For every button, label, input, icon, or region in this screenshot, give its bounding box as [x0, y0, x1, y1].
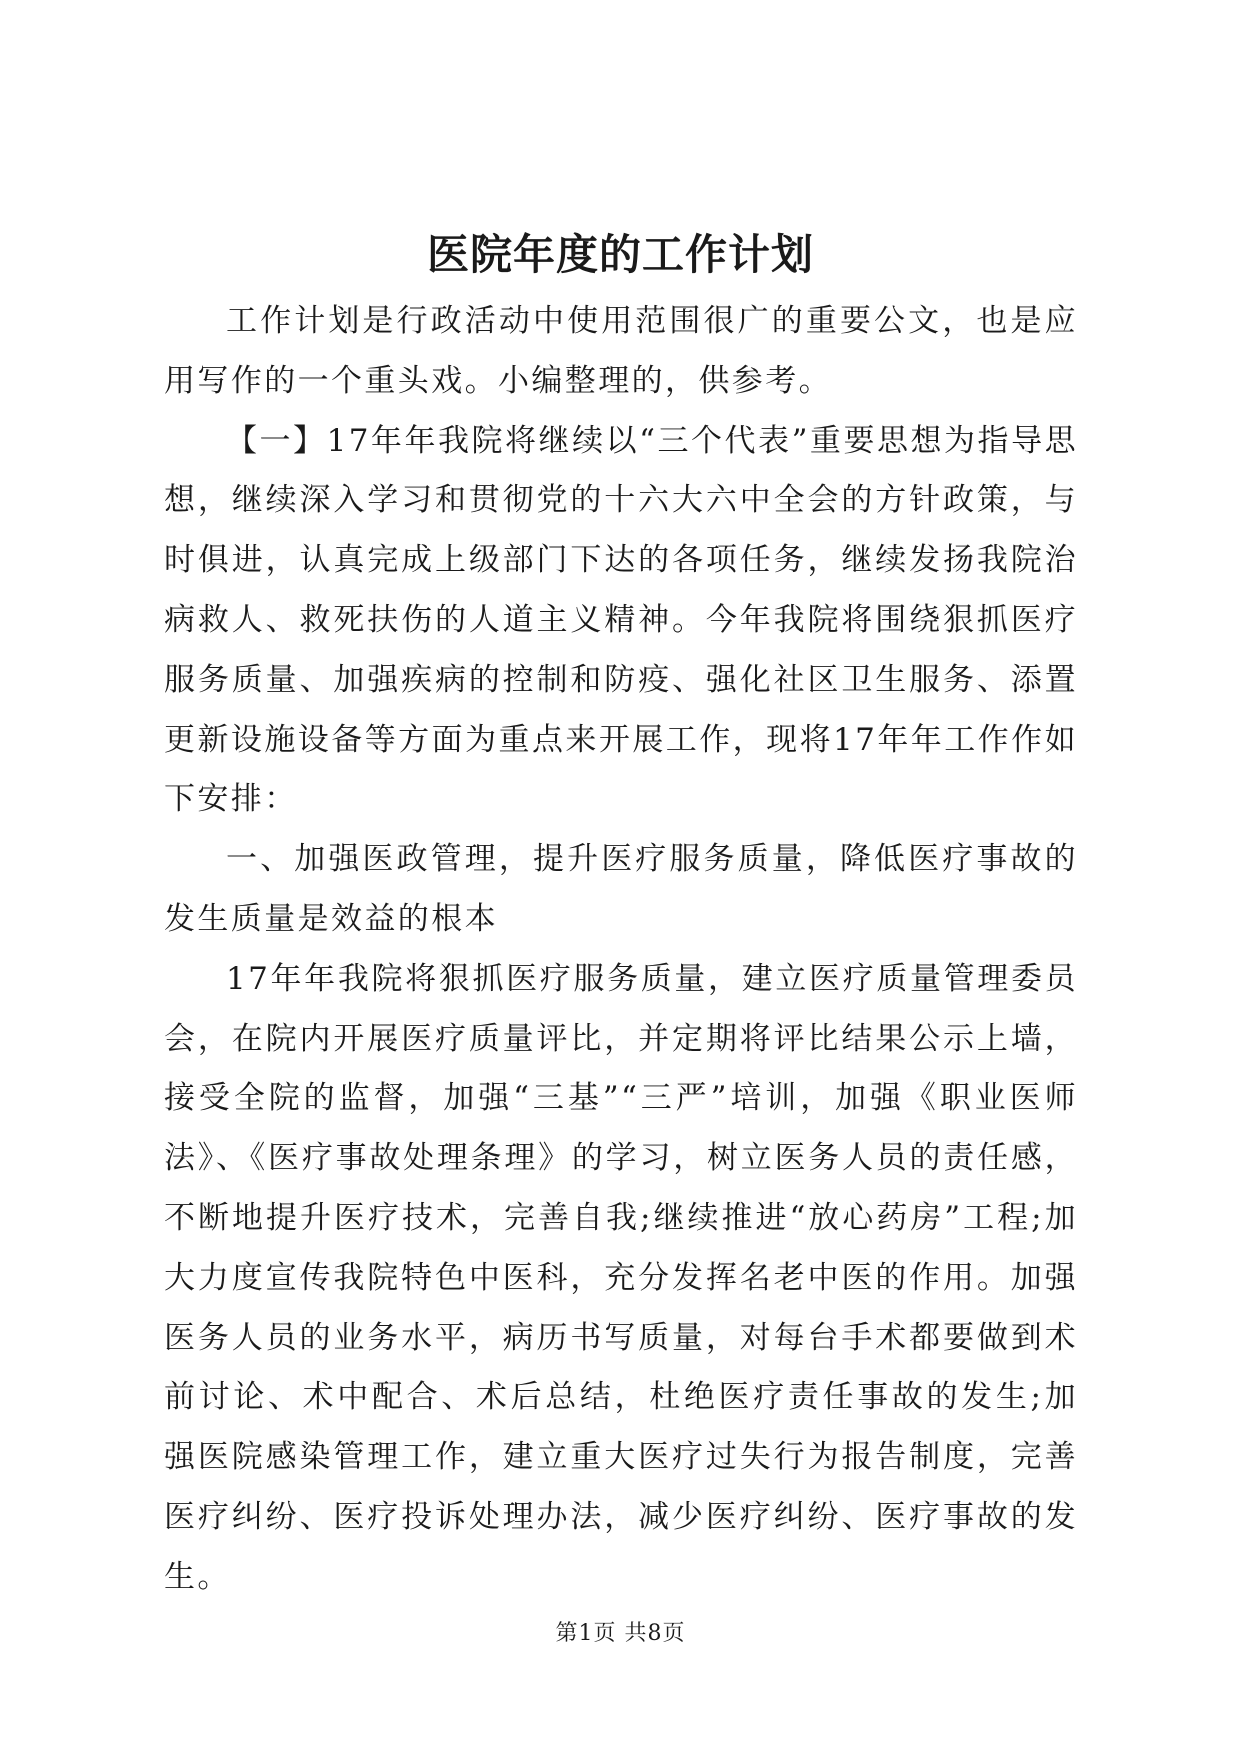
- document-title: 医院年度的工作计划: [426, 230, 814, 279]
- page-indicator: 第1页 共8页: [555, 1621, 686, 1646]
- paragraph-intro: 工作计划是行政活动中使用范围很广的重要公文，也是应用写作的一个重头戏。小编整理的，供参考。: [164, 303, 1078, 399]
- paragraph-heading-medical-management: 一、加强医政管理，提升医疗服务质量，降低医疗事故的发生质量是效益的根本: [164, 841, 1078, 937]
- document-body: [164, 292, 1078, 1608]
- paragraph-quality-plan: 17年年我院将狠抓医疗服务质量，建立医疗质量管理委员会，在院内开展医疗质量评比，并定期将评比结果公示上墙，接受全院的监督，加强“三基”“三严”培训，加强《职业医师法》、《医疗事故处理条理》的学习，树立医务人员的责任感，不断地提升医疗技术，完善自我;继续推进“放心药房”工程;加大力度宣传我院特色中医科，充分发挥名老中医的作用。加强医务人员的业务水平，病历书写质量，对每台手术都要做到术前讨论、术中配合、术后总结，杜绝医疗责任事故的发生;加强医院感染管理工作，建立重大医疗过失行为报告制度，完善医疗纠纷、医疗投诉处理办法，减少医疗纠纷、医疗事故的发生。: [164, 960, 1078, 1595]
- paragraph-section-one: 【一】17年年我院将继续以“三个代表”重要思想为指导思想，继续深入学习和贯彻党的十六大六中全会的方针政策，与时俱进，认真完成上级部门下达的各项任务，继续发扬我院治病救人、救死扶伤的人道主义精神。今年我院将围绕狠抓医疗服务质量、加强疾病的控制和防疫、强化社区卫生服务、添置更新设施设备等方面为重点来开展工作，现将17年年工作作如下安排：: [164, 422, 1078, 818]
